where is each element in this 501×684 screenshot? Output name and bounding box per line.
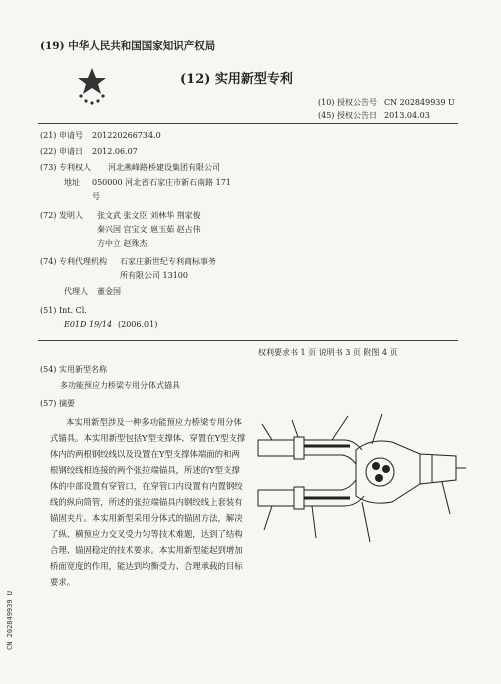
utility-model-title: 多功能预应力桥梁专用分体式锚具 xyxy=(60,381,180,390)
address-label: 地址 xyxy=(64,178,80,187)
application-number-label: (21) 申请号 xyxy=(40,131,83,140)
publication-number-label: (10) 授权公告号 xyxy=(318,98,377,107)
int-cl-version: (2006.01) xyxy=(118,320,158,329)
patentee: 河北燕峰路桥建设集团有限公司 xyxy=(108,163,220,172)
application-date-label: (22) 申请日 xyxy=(40,147,83,156)
publication-date: 2013.04.03 xyxy=(384,111,430,120)
agency-line-1: 石家庄新世纪专利商标事务 xyxy=(120,257,216,266)
patentee-label: (73) 专利权人 xyxy=(40,163,91,172)
header-rule xyxy=(38,123,458,124)
side-publication-number: CN 202849939 U xyxy=(6,590,14,650)
pages-rule xyxy=(38,340,458,341)
pages-info: 权利要求书 1 页 说明书 3 页 附图 4 页 xyxy=(258,348,398,357)
publication-date-label: (45) 授权公告日 xyxy=(318,111,377,120)
document-type: (12) 实用新型专利 xyxy=(180,72,293,87)
address-line-1: 050000 河北省石家庄市新石南路 171 xyxy=(92,178,231,187)
title-label: (54) 实用新型名称 xyxy=(40,365,107,374)
address-line-2: 号 xyxy=(92,192,100,201)
office-name: (19) 中华人民共和国国家知识产权局 xyxy=(40,40,216,52)
abstract-label: (57) 摘要 xyxy=(40,399,75,408)
agency-line-2: 所有限公司 13100 xyxy=(120,271,188,280)
publication-number: CN 202849939 U xyxy=(384,98,455,107)
anchor-drawing xyxy=(252,410,467,550)
agent: 董金国 xyxy=(97,287,121,296)
inventors-line-3: 方中立 赵殊杰 xyxy=(97,239,148,248)
int-cl-label: (51) Int. Cl. xyxy=(40,306,87,315)
agency-label: (74) 专利代理机构 xyxy=(40,257,107,266)
cnipa-emblem-icon xyxy=(72,66,112,106)
agent-label: 代理人 xyxy=(64,287,88,296)
application-number: 201220266734.0 xyxy=(92,131,161,140)
application-date: 2012.06.07 xyxy=(92,147,138,156)
inventors-label: (72) 发明人 xyxy=(40,211,83,220)
int-cl-code: E01D 19/14 xyxy=(64,320,113,329)
abstract-text: 本实用新型涉及一种多功能预应力桥梁专用分体式锚具。本实用新型包括Y型支撑体、穿置在Y型支撑体内的两根钢绞线以及设置在Y型支撑体端面的和两根钢绞线相连接的两个张拉端锚具，所述的Y型支撑体的中部设置有穿管口，在穿管口内设置有内置钢绞线的纵向筒管，所述的张拉端锚具内钢绞线上套装有锚固夹片。本实用新型采用分体式的锚固方法，解决了纵、横预应力交叉受力匀等技术难题，达到了结构合理、锚固稳定的技术要求。本实用新型能起到增加桥面宽度的作用，能达到均衡受力、合理承载的目标要求。 xyxy=(50,417,246,587)
inventors-line-2: 秦兴国 宫宝文 扈玉茹 赵占伟 xyxy=(97,225,201,234)
inventors-line-1: 张文武 张文臣 刘林华 荆家俊 xyxy=(97,211,201,220)
